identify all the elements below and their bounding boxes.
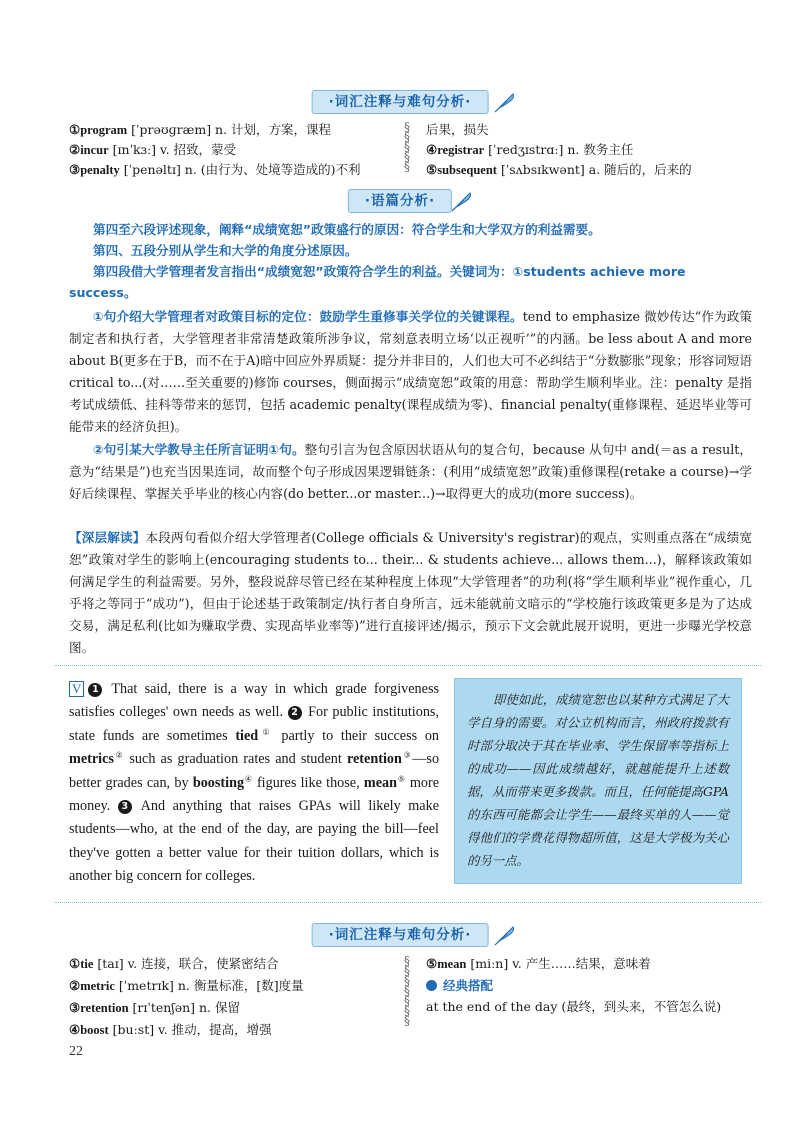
vocab-item: ⑤mean [miːn] v. 产生……结果，意味着 bbox=[426, 956, 651, 971]
page-number: 22 bbox=[69, 1044, 83, 1059]
vocab-list-left-2 bbox=[69, 953, 399, 1041]
banner-label: ·语篇分析· bbox=[348, 189, 452, 213]
translation-box bbox=[454, 678, 742, 884]
analysis-line: 第四、五段分别从学生和大学的角度分述原因。 bbox=[93, 243, 358, 258]
analysis-line: 第四至六段评述现象，阐释“成绩宽恕”政策盛行的原因：符合学生和大学双方的利益需要。 bbox=[93, 222, 601, 237]
paragraph-lead: ②句引某大学教导主任所言证明①句。 bbox=[93, 442, 305, 457]
analysis-paragraph-1 bbox=[69, 306, 752, 438]
analysis-paragraph-2 bbox=[69, 439, 752, 505]
vocab-item: ⑤subsequent [ˈsʌbsɪkwənt] a. 随后的，后来的 bbox=[426, 162, 692, 177]
vocab-item: ①program [ˈprəʊɡræm] n. 计划，方案，课程 bbox=[69, 122, 332, 137]
vocab-item: ③penalty [ˈpenəltɪ] n. (由行为、处境等造成的)不利 bbox=[69, 162, 361, 177]
collocation-item: at the end of the day (最终，到头来，不管怎么说) bbox=[426, 999, 722, 1014]
deep-reading-tag: 【深层解读】 bbox=[69, 530, 146, 545]
sentence-number: 1 bbox=[88, 683, 102, 697]
vocab-item: ④boost [buːst] v. 推动，提高，增强 bbox=[69, 1022, 272, 1037]
section-banner-vocab-2 bbox=[0, 923, 800, 947]
vocab-list-right-1 bbox=[426, 120, 756, 180]
divider bbox=[55, 902, 761, 903]
paragraph-number: V bbox=[69, 681, 84, 697]
paragraph-body: 整句引言为包含原因状语从句的复合句，because 从句中 and(＝as a result，意为“结果是”)也充当因果连词，故而整个句子形成因果逻辑链条：(利用“成绩宽恕”政策)重修课程(retake a course)→学好后续课程、掌握关乎毕业的核心内容(do better...or master...)→取得更大的成功(more success)。 bbox=[69, 442, 753, 501]
vocab-item: 后果，损失 bbox=[426, 122, 489, 137]
quill-icon bbox=[450, 191, 474, 213]
bullet-icon bbox=[426, 980, 437, 991]
vocab-item: ①tie [taɪ] v. 连接，联合，使紧密结合 bbox=[69, 956, 279, 971]
banner-label: ·词汇注释与难句分析· bbox=[312, 90, 489, 114]
paragraph-body: tend to emphasize 微妙传达“作为政策制定者和执行者，大学管理者非常清楚政策所涉争议，常刻意表明立场‘以正视听’”的内涵。be less about A and more about B(更多在于B，而不在于A)暗中回应外界质疑：提分并非目的，人们也大可不必纠结于“分数膨胀”现象；形容词短语 critical to...(对……至关重要的)修饰 courses，侧面揭示“成绩宽恕”政策的用意：帮助学生顺利毕业。注：penalty 是指考试成绩低、挂科等带来的惩罚，包括 academic penalty(课程成绩为零)、financial penalty(重修课程、延迟毕业等可能带来的经济负担)。 bbox=[69, 309, 752, 434]
wavy-divider: § § § § § § § bbox=[404, 954, 410, 1028]
vocab-item: ②metric [ˈmetrɪk] n. 衡量标准，[数]度量 bbox=[69, 978, 304, 993]
quill-icon bbox=[493, 925, 517, 947]
vocab-item: ②incur [ɪnˈkɜː] v. 招致，蒙受 bbox=[69, 142, 237, 157]
translation-text: 即使如此，成绩宽恕也以某种方式满足了大学自身的需要。对公立机构而言，州政府拨款有时部分取决于其在毕业率、学生保留率等指标上的成功——因此成绩越好，就越能提升上述数据，从而带来更多拨款。而且，任何能提高GPA的东西可能都会让学生——最终买单的人——觉得他们的学费花得物超所值，这是大学极为关心的另一点。 bbox=[467, 692, 729, 868]
paragraph-lead: ①句介绍大学管理者对政策目标的定位：鼓励学生重修事关学位的关键课程。 bbox=[93, 309, 523, 324]
english-passage: V 1 That said, there is a way in which grade forgiveness satisfies colleges' own needs as well. 2 For public institutions, state funds are sometimes tied① partly to their success on metrics② such as graduation rates and student retention③—so better grades can, by boosting④ figures like those, mean⑤ more money. 3 And anything that raises GPAs will likely make students—who, at the end of the day, are paying the bill—feel they've gotten a better value for their tuition dollars, which is another big concern for colleges. bbox=[69, 681, 440, 885]
vocab-item: ④registrar [ˈredʒɪstrɑː] n. 教务主任 bbox=[426, 142, 634, 157]
analysis-line: success。 bbox=[69, 285, 137, 300]
wavy-divider: § § § § § bbox=[404, 120, 410, 174]
vocab-item: ③retention [rɪˈtenʃən] n. 保留 bbox=[69, 1000, 240, 1015]
vocab-list-right-2 bbox=[426, 953, 756, 1017]
section-banner-vocab-1 bbox=[0, 90, 800, 114]
paragraph-body: 本段两句看似介绍大学管理者(College officials & University's registrar)的观点，实则重点落在“成绩宽恕”政策对学生的影响上(encouraging students to... their... & students achieve... allows them...)，解释该政策如何满足学生的利益需要。另外，整段说辞尽管已经在某种程度上体现“大学管理者”的功利(将“学生顺利毕业”视作重心，几乎将之等同于“成功”)，但由于论述基于政策制定/执行者自身所言，远未能就前文暗示的“学校施行该政策更多是为了达成交易，满足私利(比如为赚取学费、实现高毕业率等)”进行直接评述/揭示，预示下文会就此展开说明，更进一步曝光学校意图。 bbox=[69, 530, 752, 655]
analysis-line: 第四段借大学管理者发言指出“成绩宽恕”政策符合学生的利益。关键词为：①students achieve more bbox=[93, 264, 686, 279]
deep-reading-paragraph bbox=[69, 527, 752, 659]
vocab-list-left-1 bbox=[69, 120, 399, 180]
divider bbox=[55, 665, 761, 666]
sentence-number: 3 bbox=[118, 800, 132, 814]
banner-label: ·词汇注释与难句分析· bbox=[312, 923, 489, 947]
sentence-number: 2 bbox=[288, 706, 302, 720]
collocation-heading: 经典搭配 bbox=[426, 975, 756, 996]
quill-icon bbox=[493, 92, 517, 114]
section-banner-discourse bbox=[0, 189, 800, 213]
